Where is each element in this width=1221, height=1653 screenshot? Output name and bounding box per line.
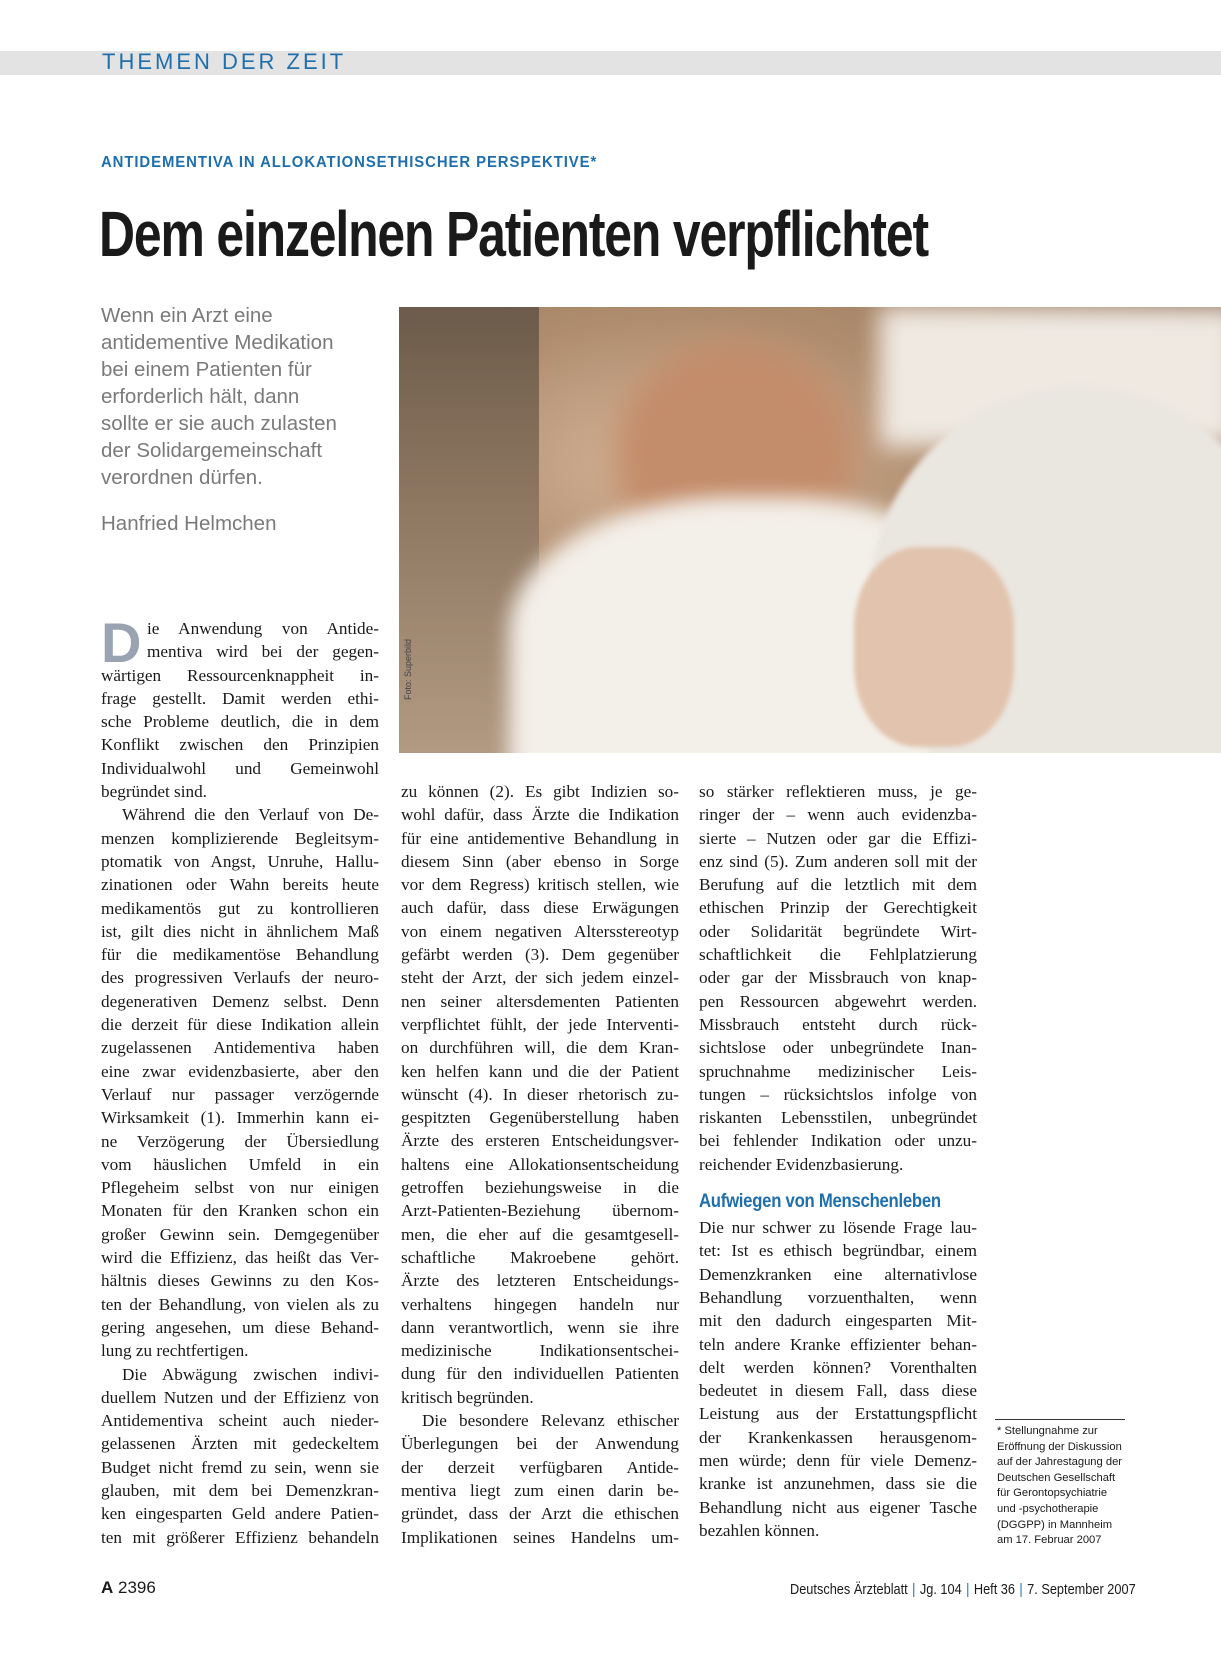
footnote-line: und -psychotherapie — [997, 1502, 1099, 1515]
text-line: oder gar der Missbrauch von knap- — [699, 968, 977, 988]
text-line: gründet, dass der Arzt die ethischen — [401, 1504, 679, 1524]
footnote-line: auf der Jahrestagung der — [997, 1456, 1123, 1469]
text-line: degenerativen Demenz selbst. Denn — [101, 991, 379, 1011]
text-line: großer Gewinn sein. Demgegenüber — [101, 1224, 379, 1244]
text-line: kranke ist anzunehmen, dass sie die — [699, 1474, 977, 1494]
text-line: Demenzkranken eine alternativlose — [699, 1264, 977, 1284]
footnote-line: Deutschen Gesellschaft — [997, 1471, 1116, 1484]
text-line: Verlauf nur passager verzögernde — [101, 1084, 379, 1104]
text-line: wohl dafür, dass Ärzte die Indikation — [401, 805, 679, 825]
text-line: zu können (2). Es gibt Indizien so- — [401, 782, 679, 801]
section-subhead: Aufwiegen von Menschenleben — [699, 1191, 941, 1213]
text-line: ethischen Prinzip der Gerechtigkeit — [699, 898, 977, 918]
text-line: nen seiner altersdementen Patienten — [401, 991, 679, 1011]
text-line: oder Solidarität begründete Wirt- — [699, 921, 977, 941]
text-line: Wirksamkeit (1). Immerhin kann ei- — [101, 1108, 379, 1128]
lead-line: Wenn ein Arzt eine — [101, 304, 273, 327]
text-line: auch dafür, dass diese Erwägungen — [401, 898, 679, 918]
text-line: teln andere Kranke effizienter behan- — [699, 1334, 977, 1354]
text-line: Arzt-Patienten-Beziehung übernom- — [401, 1201, 679, 1221]
text-line: schaftliche Makroebene gehört. — [401, 1247, 679, 1267]
page-number — [101, 1578, 156, 1598]
text-line: reichender Evidenzbasierung. — [699, 1154, 904, 1174]
lead-line: sollte er sie auch zulasten — [101, 412, 337, 435]
text-line: glauben, mit dem bei Demenzkran- — [101, 1480, 379, 1500]
text-column-1 — [101, 611, 379, 1549]
text-line: gespitzten Gegenüberstellung haben — [401, 1108, 679, 1128]
text-line: kritisch begründen. — [401, 1387, 534, 1407]
drop-cap: D — [101, 611, 142, 674]
text-line: medizinische Indikationsentschei- — [401, 1341, 679, 1361]
text-line: Überlegungen bei der Anwendung — [401, 1434, 679, 1454]
text-line: dung für den individuellen Patienten — [401, 1364, 679, 1384]
journal-masthead: Deutsches Ärzteblatt | Jg. 104 | Heft 36 | 7. September 2007 — [790, 1582, 1136, 1598]
text-line: ie Anwendung von Antide- — [147, 619, 379, 638]
article-kicker: ANTIDEMENTIVA IN ALLOKATIONSETHISCHER PERSPEKTIVE* — [101, 154, 598, 171]
text-line: Antidementiva scheint auch nieder- — [101, 1411, 379, 1431]
text-line: ken eingesparten Geld andere Patien- — [101, 1504, 379, 1524]
text-line: dann verantwortlich, wenn sie ihre — [401, 1317, 679, 1337]
text-line: Ärzte des ersteren Entscheidungsver- — [401, 1131, 679, 1151]
text-line: gering angesehen, um diese Behand- — [101, 1317, 379, 1337]
text-line: begründet sind. — [101, 782, 207, 802]
article-photo — [399, 307, 1221, 753]
text-line: eine zwar evidenzbasierte, aber den — [101, 1061, 379, 1081]
text-line: verhaltens hingegen handeln nur — [401, 1294, 679, 1314]
journal-date: 7. September 2007 — [1027, 1582, 1136, 1598]
text-line: Implikationen seines Handelns um- — [401, 1527, 679, 1547]
text-line: ringer der – wenn auch evidenzba- — [699, 805, 977, 825]
text-line: haltens eine Allokationsentscheidung — [401, 1154, 679, 1174]
text-line: vor dem Regress) kritisch stellen, wie — [401, 875, 679, 895]
footnote-line: * Stellungnahme zur — [997, 1425, 1098, 1437]
text-line: verpflichtet fühlt, der jede Interventi- — [401, 1014, 679, 1034]
text-line: Während die den Verlauf von De- — [122, 805, 379, 825]
text-line: für eine antidementive Behandlung in — [401, 828, 679, 848]
text-line: Leistung aus der Erstattungspflicht — [699, 1404, 977, 1424]
text-line: sierte – Nutzen oder gar die Effizi- — [699, 828, 977, 848]
article-lead — [101, 302, 401, 491]
section-label: THEMEN DER ZEIT — [102, 49, 347, 74]
text-line: bei fehlender Indikation oder unzu- — [699, 1131, 977, 1151]
text-line: Behandlung vorzuenthalten, wenn — [699, 1287, 977, 1307]
text-line: Monaten für den Kranken schon ein — [101, 1201, 379, 1221]
text-line: gefärbt werden (3). Dem gegenüber — [401, 945, 679, 965]
text-line: Konflikt zwischen den Prinzipien — [101, 735, 379, 755]
journal-name: Deutsches Ärzteblatt — [790, 1582, 908, 1598]
text-line: zugelassenen Antidementiva haben — [101, 1038, 379, 1058]
text-line: ne Verzögerung der Übersiedlung — [101, 1131, 379, 1151]
text-column-2 — [401, 780, 679, 1549]
text-line: der Krankenkassen herausgenom- — [699, 1427, 977, 1447]
text-line: des progressiven Verlaufs der neuro- — [101, 968, 379, 988]
text-line: frage gestellt. Damit werden ethi- — [101, 688, 379, 708]
text-line: Missbrauch entsteht durch rück- — [699, 1014, 977, 1034]
text-line: ten der Behandlung, von vielen als zu — [101, 1294, 379, 1314]
text-line: Ärzte des letzteren Entscheidungs- — [401, 1271, 679, 1291]
text-line: riskanten Lebensstilen, unbegründet — [699, 1108, 977, 1128]
text-line: Behandlung nicht aus eigener Tasche — [699, 1497, 977, 1517]
lead-line: antidementive Medikation — [101, 331, 334, 354]
text-line: mentiva liegt zum einen darin be- — [401, 1480, 679, 1500]
text-line: wärtigen Ressourcenknappheit in- — [101, 665, 379, 685]
text-line: Budget nicht fremd zu sein, wenn sie — [101, 1457, 379, 1477]
footnote — [997, 1424, 1132, 1549]
text-line: delt werden können? Vorenthalten — [699, 1357, 977, 1377]
footnote-line: am 17. Februar 2007 — [997, 1534, 1102, 1547]
text-line: menzen komplizierende Begleitsym- — [101, 828, 379, 848]
text-line: bedeutet in diesem Fall, dass diese — [699, 1381, 977, 1401]
text-line: medikamentös gut zu kontrollieren — [101, 898, 379, 918]
text-line: wünscht (4). In dieser rhetorisch zu- — [401, 1084, 679, 1104]
text-line: der derzeit verfügbaren Antide- — [401, 1457, 679, 1477]
text-line: gelassenen Ärzten mit gedeckeltem — [101, 1434, 379, 1454]
text-line: Die Abwägung zwischen indivi- — [122, 1364, 379, 1384]
text-line: für die medikamentöse Behandlung — [101, 945, 379, 965]
journal-volume: Jg. 104 — [919, 1582, 962, 1598]
journal-issue: Heft 36 — [973, 1582, 1016, 1598]
text-line: pen Ressourcen abgewehrt werden. — [699, 991, 977, 1011]
lead-line: der Solidargemeinschaft — [101, 439, 323, 462]
text-line: tet: Ist es ethisch begründbar, einem — [699, 1241, 977, 1261]
text-line: so stärker reflektieren muss, je ge- — [699, 782, 977, 801]
footnote-line: (DGGPP) in Mannheim — [997, 1518, 1113, 1531]
text-line: zinationen oder Wahn bereits heute — [101, 875, 379, 895]
text-line: men, die eher auf die gesamtgesell- — [401, 1224, 679, 1244]
text-line: ken helfen kann und die der Patient — [401, 1061, 679, 1081]
text-line: mit den dadurch eingesparten Mit- — [699, 1311, 977, 1331]
text-line: enz sind (5). Zum anderen soll mit der — [699, 851, 977, 871]
page-number-value: 2396 — [118, 1578, 156, 1597]
text-line: von einem negativen Altersstereotyp — [401, 921, 679, 941]
page-prefix: A — [101, 1578, 114, 1597]
text-line: Die besondere Relevanz ethischer — [422, 1411, 679, 1431]
text-line: Pflegeheim selbst von nur einigen — [101, 1178, 379, 1198]
footnote-rule — [995, 1419, 1125, 1420]
text-line: vom häuslichen Umfeld in ein — [101, 1154, 379, 1174]
text-line: getroffen beziehungsweise in die — [401, 1178, 679, 1198]
text-line: schaftlichkeit die Fehlplatzierung — [699, 945, 977, 965]
article-headline: Dem einzelnen Patienten verpflichtet — [99, 198, 928, 270]
text-line: ten mit größerer Effizienz behandeln — [101, 1527, 379, 1547]
text-line: Berufung auf die letztlich mit dem — [699, 875, 977, 895]
article-author: Hanfried Helmchen — [101, 512, 277, 535]
text-line: spruchnahme medizinischer Leis- — [699, 1061, 977, 1081]
text-line: sche Probleme deutlich, die in dem — [101, 712, 379, 732]
text-line: bezahlen können. — [699, 1520, 820, 1540]
text-line: on durchführen will, die dem Kran- — [401, 1038, 679, 1058]
footnote-line: Eröffnung der Diskussion — [997, 1440, 1122, 1453]
text-line: tungen – rücksichtslos infolge von — [699, 1084, 977, 1104]
text-line: Die nur schwer zu lösende Frage lau- — [699, 1218, 977, 1238]
text-column-3 — [699, 780, 977, 1542]
lead-line: erforderlich hält, dann — [101, 385, 300, 408]
text-line: mentiva wird bei der gegen- — [147, 642, 379, 662]
lead-line: verordnen dürfen. — [101, 466, 263, 489]
photo-credit: Foto: Superbild — [403, 638, 413, 700]
text-line: duellem Nutzen und der Effizienz von — [101, 1387, 379, 1407]
text-line: diesem Sinn (aber ebenso in Sorge — [401, 851, 679, 871]
text-line: die derzeit für diese Indikation allein — [101, 1015, 379, 1035]
text-line: Individualwohl und Gemeinwohl — [101, 758, 379, 778]
text-line: hältnis dieses Gewinns zu den Kos- — [101, 1271, 379, 1291]
text-line: lung zu rechtfertigen. — [101, 1341, 249, 1361]
text-line: wird die Effizienz, das heißt das Ver- — [101, 1248, 379, 1268]
footnote-line: für Gerontopsychiatrie — [997, 1487, 1108, 1500]
text-line: sichtslose oder unbegründete Inan- — [699, 1038, 977, 1058]
text-line: steht der Arzt, der sich jedem einzel- — [401, 968, 679, 988]
text-line: ptomatik von Angst, Unruhe, Hallu- — [101, 851, 379, 871]
text-line: ist, gilt dies nicht in ähnlichem Maß — [101, 921, 379, 941]
text-line: men würde; denn für viele Demenz- — [699, 1451, 977, 1471]
lead-line: bei einem Patienten für — [101, 358, 312, 381]
